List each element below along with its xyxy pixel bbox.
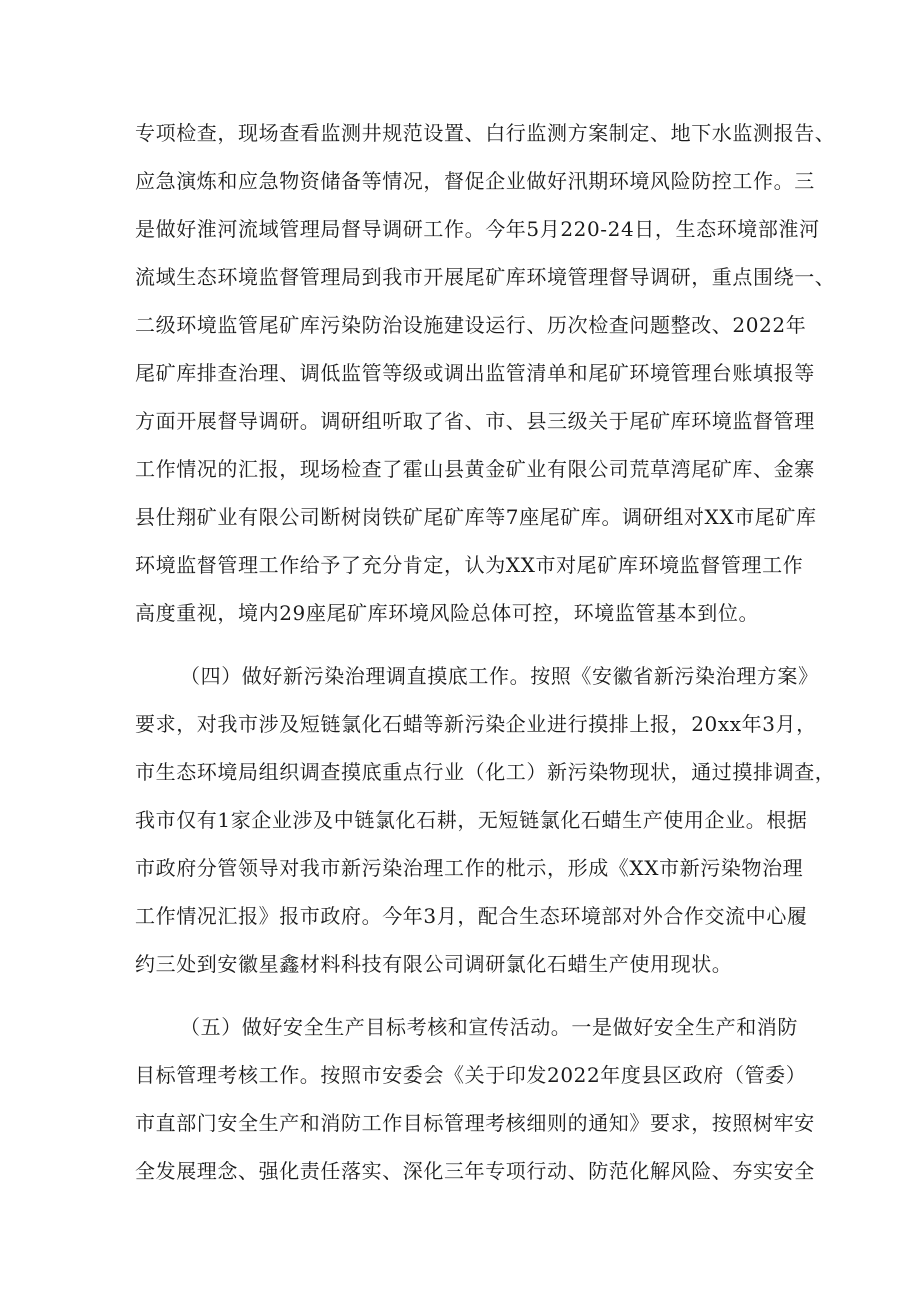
text-line: 目标管理考核工作。按照市安委会《关于印发2022年度县区政府（管委） [135,1063,807,1087]
text-line: 市直部门安全生产和消防工作目标管理考核细则的通知》要求，按照树牢安 [135,1111,815,1135]
text-line: 我市仅有1家企业涉及中链氯化石耕，无短链氯化石蜡生产使用企业。根据 [135,808,808,832]
text-line: 工作情况汇报》报市政府。今年3月，配合生态环境部对外合作交流中心履 [135,904,808,928]
text-line: 二级环境监管尾矿库污染防治设施建设运行、历次检查问题整改、2022年 [135,313,807,337]
text-line: 应急演炼和应急物资储备等情况，督促企业做好汛期环境风险防控工作。三 [135,169,815,193]
text-line: 尾矿库排查治理、调低监管等级或调出监管清单和尾矿环境管理台账填报等 [135,361,815,385]
section-heading-line: （四）做好新污染治理调直摸底工作。按照《安徽省新污染治理方案》 [180,664,819,688]
text-line: 环境监督管理工作给予了充分肯定，认为XX市对尾矿库环境监督管理工作 [135,553,804,577]
text-line: 专项检查，现场查看监测井规范设置、白行监测方案制定、地下水监测报告、 [135,121,836,145]
text-line: 要求，对我市涉及短链氯化石蜡等新污染企业进行摸排上报，20xx年3月， [135,712,817,736]
text-line: 工作情况的汇报，现场检查了霍山县黄金矿业有限公司荒草湾尾矿库、金寨 [135,457,815,481]
text-line: 方面开展督导调研。调研组听取了省、市、县三级关于尾矿库环境监督管理 [135,409,815,433]
text-line: 是做好淮河流域管理局督导调研工作。今年5月220-24日，生态环境部淮河 [135,217,820,241]
text-line: 市生态环境局组织调查摸底重点行业（化工）新污染物现状，通过摸排调查， [135,760,836,784]
text-line: 流域生态环境监督管理局到我市开展尾矿库环境管理督导调研，重点围绕一、 [135,265,836,289]
text-line: 市政府分管领导对我市新污染治理工作的枇示，形成《XX市新污染物治理 [135,856,804,880]
text-line: 约三处到安徽星鑫材料科技有限公司调研氯化石蜡生产使用现状。 [135,952,733,976]
text-line: 全发展理念、强化责任落实、深化三年专项行动、防范化解风险、夯实安全 [135,1159,815,1183]
text-line: 高度重视，境内29座尾矿库环境风险总体可控，环境监管基本到位。 [135,601,760,625]
text-line: 县仕翔矿业有限公司断树岗铁矿尾矿库等7座尾矿库。调研组对XX市尾矿库 [135,505,817,529]
section-heading-line: （五）做好安全生产目标考核和宣传活动。一是做好安全生产和消防 [180,1015,798,1039]
